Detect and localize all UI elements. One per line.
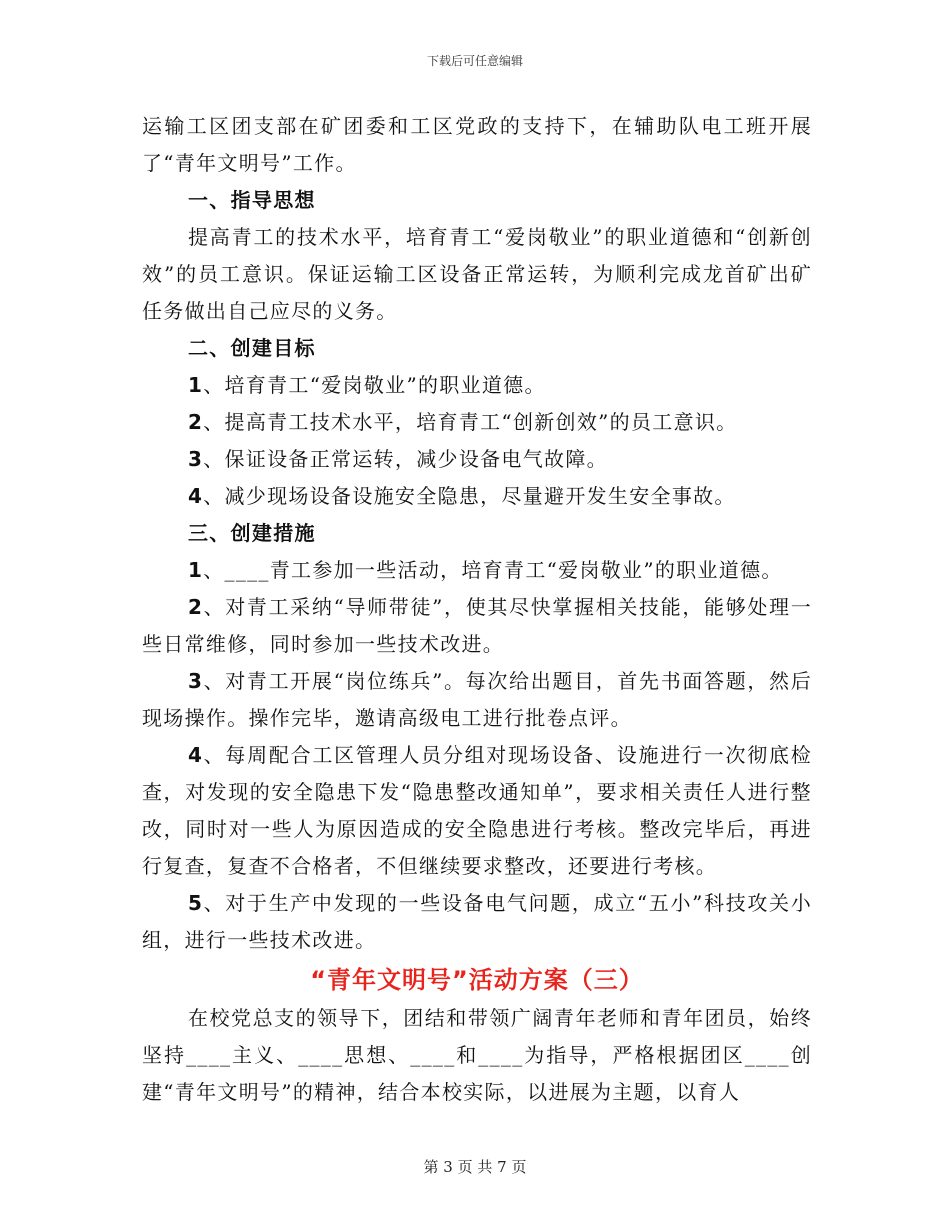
goal-item-2 [142,404,812,441]
heading-measures: 三、创建措施 [188,521,316,545]
goal-item-4 [142,478,812,515]
measure-text: 、对青工开展“岗位练兵”。每次给出题目，首先书面答题，然后现场操作。操作完毕，邀请高级电工进行批卷点评。 [142,669,812,730]
measure-item-2 [142,589,812,663]
guiding-ideology-paragraph: 提高青工的技术水平，培育青工“爱岗敬业”的职业道德和“创新创效”的员工意识。保证运输工区设备正常运转，为顺利完成龙首矿出矿任务做出自己应尽的义务。 [142,225,812,323]
final-paragraph: 在校党总支的领导下，团结和带领广阔青年老师和青年团员，始终坚持____主义、____思想、____和____为指导，严格根据团区____创建“青年文明号”的精神，结合本校实际，以进展为主题，以育人 [142,1006,812,1104]
goal-item-1 [142,367,812,404]
measure-text: 、对于生产中发现的一些设备电气问题，成立“五小”科技攻关小组，进行一些技术改进。 [142,891,812,952]
page-header: 下载后可任意编辑 [426,54,523,68]
measure-item-1 [142,552,812,589]
measure-number: 3 [188,669,204,693]
section-title: “青年文明号”活动方案（三） [310,966,644,994]
goal-number: 2 [188,410,204,434]
intro-paragraph: 运输工区团支部在矿团委和工区党政的支持下，在辅助队电工班开展了“青年文明号”工作。 [142,114,812,175]
measure-text: 、每周配合工区管理人员分组对现场设备、设施进行一次彻底检查，对发现的安全隐患下发“隐患整改通知单”，要求相关责任人进行整改，同时对一些人为原因造成的安全隐患进行考核。整改完毕后，再进行复查，复查不合格者，不但继续要求整改，还要进行考核。 [142,743,812,878]
goal-text: 、培育青工“爱岗敬业”的职业道德。 [203,373,546,397]
measure-number: 5 [188,891,204,915]
goal-number: 3 [188,447,204,471]
goal-number: 1 [188,373,204,397]
measure-item-4 [142,737,812,885]
heading-goals: 二、创建目标 [188,336,316,360]
measure-number: 4 [188,743,204,767]
goal-item-3 [142,441,812,478]
goal-text: 、减少现场设备设施安全隐患，尽量避开发生安全事故。 [203,484,736,508]
measure-item-3 [142,663,812,737]
document-body [142,108,812,1111]
goal-text: 、保证设备正常运转，减少设备电气故障。 [203,447,608,471]
goal-text: 、提高青工技术水平，培育青工“创新创效”的员工意识。 [203,410,738,434]
goal-number: 4 [188,484,204,508]
heading-guiding-ideology: 一、指导思想 [188,188,316,212]
measure-item-5 [142,885,812,959]
measure-text: 、____青工参加一些活动，培育青工“爱岗敬业”的职业道德。 [203,558,783,582]
measure-number: 2 [188,595,204,619]
measure-number: 1 [188,558,204,582]
measure-text: 、对青工采纳“导师带徒”，使其尽快掌握相关技能，能够处理一些日常维修，同时参加一些技术改进。 [142,595,812,656]
page-footer: 第 3 页 共 7 页 [423,1158,527,1176]
